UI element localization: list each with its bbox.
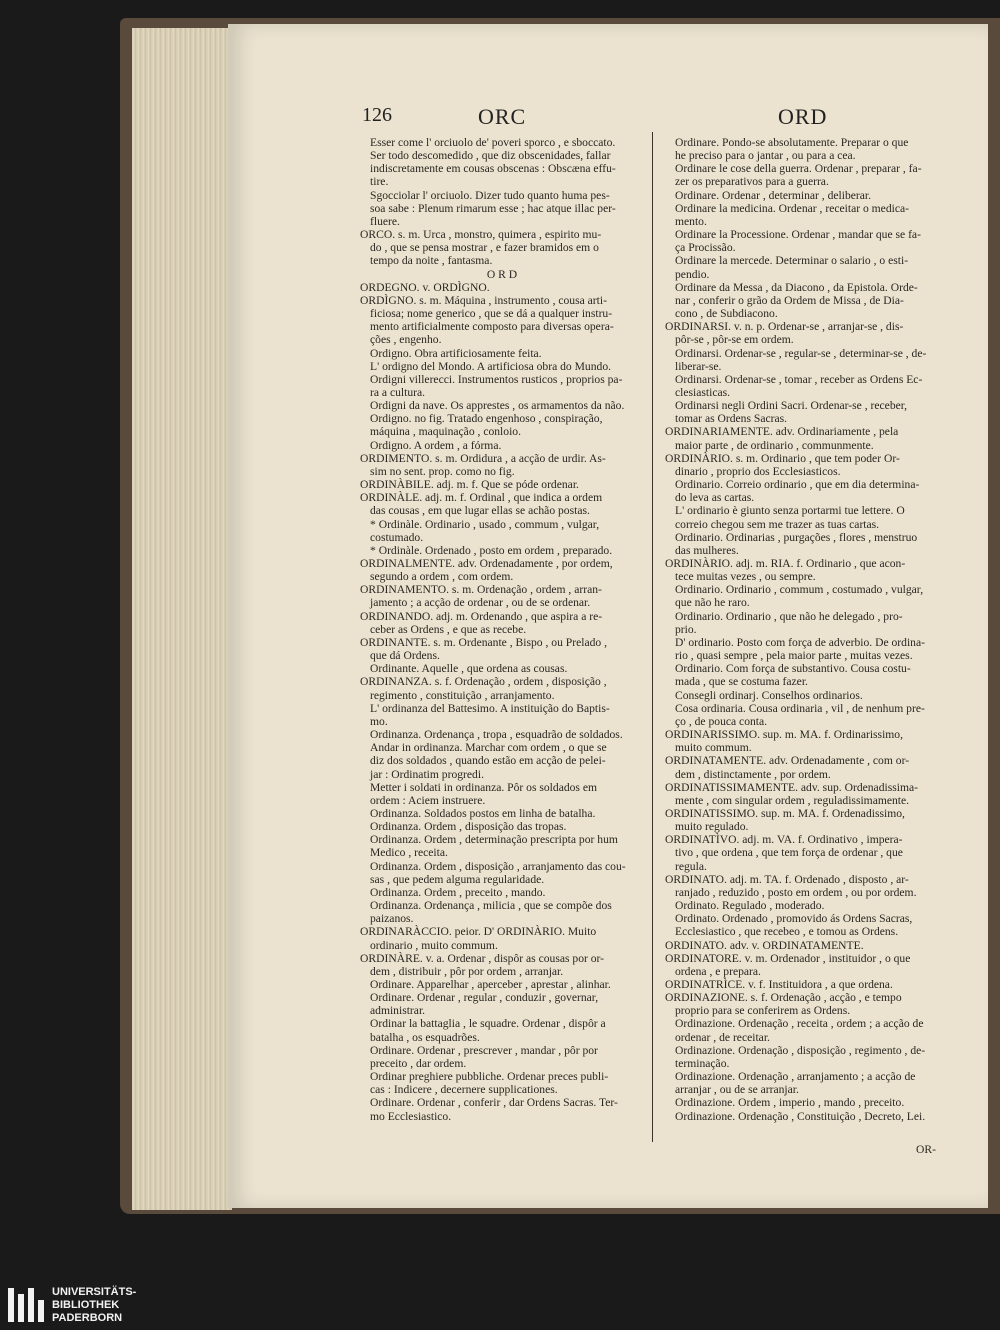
text-line: Ordinanza. Soldados postos em linha de batalha. [370,806,596,820]
text-line: * Ordinàle. Ordenado , posto em ordem , preparado. [370,543,613,557]
text-line: Ordinazione. Ordenação , Constituição , Decreto, Lei. [675,1109,926,1123]
text-line: rio , quasi sempre , pela maior parte , muitas vezes. [675,649,913,663]
text-line: ORDINATÌVO. adj. m. VA. f. Ordinativo , impera- [665,833,903,847]
text-line: Ordinanza. Ordenança , milicia , que se compõe dos [370,899,612,913]
text-line: dem , distribuir , pôr por ordem , arranjar. [370,964,564,978]
text-line: Ordinarsi. Ordenar-se , tomar , receber as Ordens Ec- [675,372,923,386]
text-line: proprio para se conferirem as Ordens. [675,1004,851,1018]
text-line: mento artificialmente composto para diversas opera- [370,320,614,334]
text-line: Ordinar la battaglia , le squadre. Ordenar , dispôr a [370,1017,606,1031]
text-line: administrar. [370,1004,426,1018]
text-line: ORDINATO. adj. m. TA. f. Ordenado , disposto , ar- [665,872,909,886]
text-line: Ordigno. A ordem , a fórma. [370,438,502,452]
text-line: ORDINAMENTO. s. m. Ordenação , ordem , arran- [360,583,602,597]
text-line: Ordigno. Obra artificiosamente feita. [370,346,542,360]
text-line: tempo da noite , fantasma. [370,254,493,268]
text-line: Ordinato. Ordenado , promovido ás Ordens Sacras, [675,912,913,926]
text-line: ORDINANZA. s. f. Ordenação , ordem , disposição , [360,675,607,689]
text-line: ORDINATO. adv. v. ORDINATAMENTE. [665,938,864,952]
text-line: mente , com singular ordem , reguladissimamente. [675,793,910,807]
text-line: Ordinanza. Ordem , preceito , mando. [370,885,546,899]
text-line: tomar as Ordens Sacras. [675,412,788,426]
text-line: Ordigno. no fig. Tratado engenhoso , conspiração, [370,412,603,426]
text-line: Ordinazione. Ordenação , disposição , regimento , de- [675,1043,926,1057]
text-line: arranjar , ou de se arranjar. [675,1083,799,1097]
text-line: L' ordigno del Mondo. A artificiosa obra do Mundo. [370,359,612,373]
text-line: ORDINATISSIMAMENTE. adv. sup. Ordenadissima- [665,780,918,794]
text-line: que dá Ordens. [370,649,440,663]
text-line: máquina , maquinação , conloio. [370,425,521,439]
text-line: Ordinare. Ordenar , determinar , deliberar. [675,188,872,202]
text-line: das mulheres. [675,543,739,557]
text-line: Esser come l' orciuolo de' poveri sporco , e sboccato. [370,136,616,149]
text-line: correio chegou sem me trazer as tuas cartas. [675,517,880,531]
text-line: paizanos. [370,912,414,926]
page-edges [132,28,232,1210]
text-line: L' ordinanza del Battesimo. A instituição do Baptis- [370,701,610,715]
text-line: diz dos soldados , quando estão em acção de pelei- [370,754,606,768]
text-line: Ordinare la Processione. Ordenar , mandar que se fa- [675,228,921,242]
text-line: mada , que se costuma fazer. [675,675,808,689]
text-line: das cousas , em que lugar ellas se achão postas. [370,504,590,518]
text-line: Ordinato. Regulado , moderado. [675,899,825,913]
text-line: segundo a ordem , com ordem. [370,570,514,584]
text-line: maior parte , de ordinario , communmente. [675,438,874,452]
text-line: Ordinazione. Ordenação , receita , ordem ; a acção de [675,1017,924,1031]
text-line: soa sabe : Plenum rimarum esse ; hac atque illac per- [370,201,616,215]
catchword: OR- [916,1143,936,1156]
text-line: ordenar , de receitar. [675,1030,770,1044]
text-line: do , que se pensa mostrar , e fazer bramidos em o [370,241,599,255]
text-line: ORDINATAMENTE. adv. Ordenadamente , com or- [665,754,910,768]
text-line: Ordinario. Ordinarias , purgações , flores , menstruo [675,530,918,544]
text-line: ORDINATORE. v. m. Ordenador , instituidor , o que [665,951,911,965]
text-line: Ordinanza. Ordenança , tropa , esquadrão de soldados. [370,728,623,742]
text-line: regimento , constituição , arranjamento. [370,688,555,702]
text-line: Ordinarsi negli Ordini Sacri. Ordenar-se , receber, [675,399,908,413]
text-line: Ordinare. Apparelhar , aperceber , aprestar , alinhar. [370,978,611,991]
text-line: cono , de Subdiacono. [675,307,778,321]
text-line: Medico , receita. [370,846,448,860]
text-line: pendio. [675,267,710,281]
text-line: Ordinare. Ordenar , prescrever , mandar , pôr por [370,1043,598,1057]
text-line: dinario , proprio dos Ecclesiasticos. [675,464,841,478]
text-line: Ordinarsi. Ordenar-se , regular-se , determinar-se , de- [675,346,927,360]
text-line: ORDIMENTO. s. m. Ordidura , a acção de urdir. As- [360,451,606,465]
text-line: Ordinanza. Ordem , disposição das tropas. [370,820,567,834]
text-line: tivo , que ordena , que tem força de ordenar , que [675,846,903,860]
text-line: nar , conferir o grão da Ordem de Missa , de Dia- [675,293,904,307]
text-line: muito regulado. [675,820,749,834]
text-line: jamento ; a acção de ordenar , ou de se ordenar. [370,596,591,610]
library-logo-icon [6,1286,46,1324]
running-head-left: ORC [478,104,527,129]
text-line: regula. [675,859,707,873]
text-line: ORDINARIAMENTE. adv. Ordinariamente , pela [665,425,899,439]
text-line: Ordinare. Pondo-se absolutamente. Preparar o que [675,136,909,149]
text-line: sim no sent. prop. como no fig. [370,464,515,478]
text-line: ORDINÀLE. adj. m. f. Ordinal , que indica a ordem [360,491,603,505]
text-line: batalha , os esquadrões. [370,1030,480,1044]
text-line: Ordinare le cose della guerra. Ordenar , preparar , fa- [675,162,922,176]
right-column [665,136,953,1123]
text-line: do leva as cartas. [675,491,755,505]
text-line: ORDINARISSIMO. sup. m. MA. f. Ordinarissimo, [665,728,904,742]
text-line: Ordinante. Aquelle , que ordena as cousas. [370,662,568,676]
left-column [360,136,644,1123]
text-line: Ordinanza. Ordem , determinação prescripta por hum [370,833,618,847]
text-line: mento. [675,214,707,228]
text-line: dem , distinctamente , por ordem. [675,767,831,781]
text-line: indiscretamente em cousas obscenas : Obscæna effu- [370,162,616,176]
text-line: terminação. [675,1056,730,1070]
text-line: Cosa ordinaria. Cousa ordinaria , vil , de nenhum pre- [675,701,925,715]
text-line: Ecclesiastico , que recebeo , e tomou as Ordens. [675,925,899,939]
text-line: Ordinario. Correio ordinario , que em dia determina- [675,478,920,492]
text-line: ORDINALMENTE. adv. Ordenadamente , por ordem, [360,557,613,570]
text-line: ordem : Aciem instruere. [370,793,486,807]
text-line: clesiasticas. [675,385,731,399]
text-line: ordinario , muito commum. [370,938,498,952]
text-line: Ordinare la mercede. Determinar o salario , o esti- [675,254,909,268]
text-line: ORDINARÀCCIO. peior. D' ORDINÀRIO. Muito [360,925,597,939]
text-line: mo Ecclesiastico. [370,1109,452,1123]
text-line: cas : Indicere , decernere supplicationes. [370,1083,558,1097]
text-line: ORCO. s. m. Urca , monstro, quimera , espirito mu- [360,228,602,242]
text-line: pôr-se , pôr-se em ordem. [675,333,794,347]
text-line: Ordinario. Com força de substantivo. Cousa costu- [675,662,911,676]
text-line: fluere. [370,214,400,228]
text-line: Ordinare. Ordenar , regular , conduzir , governar, [370,991,599,1005]
text-line: ORDINANTE. s. m. Ordenante , Bispo , ou Prelado , [360,635,607,649]
text-line: ço , de pouca conta. [675,714,768,728]
text-line: ORDÌGNO. s. m. Máquina , instrumento , cousa arti- [360,293,607,307]
text-line: ORDINATRÌCE. v. f. Instituidora , a que ordena. [665,978,893,991]
text-line: ORDINARSI. v. n. p. Ordenar-se , arranjar-se , dis- [665,320,904,334]
text-line: tire. [370,175,389,189]
text-line: ra a cultura. [370,385,426,399]
text-line: ça Procissão. [675,241,736,255]
text-line: ranjado , reduzido , posto em ordem , ou por ordem. [675,885,917,899]
text-line: ORDINATISSIMO. sup. m. MA. f. Ordenadissimo, [665,806,905,820]
logo-line-1: UNIVERSITÄTS- [52,1286,137,1298]
text-line: costumado. [370,530,424,544]
text-line: * Ordinàle. Ordinario , usado , commum , vulgar, [370,517,600,531]
page-number: 126 [362,104,392,126]
text-line: Ordinazione. Ordenação , arranjamento ; a acção de [675,1070,916,1084]
text-line: ceber as Ordens , e que as recebe. [370,622,527,636]
text-line: Consegli ordinarj. Conselhos ordinarios. [675,688,863,702]
text-line: Ordigni da nave. Os apprestes , os armamentos da não. [370,399,625,413]
text-line: ORDINÀRE. v. a. Ordenar , dispôr as cousas por or- [360,951,605,965]
text-line: sas , que pedem alguma regularidade. [370,872,545,886]
text-line: mo. [370,714,388,728]
text-line: ORDINÀBILE. adj. m. f. Que se póde ordenar. [360,478,579,492]
logo-line-2: BIBLIOTHEK [52,1299,120,1311]
text-line: Ordinare la medicina. Ordenar , receitar o medica- [675,201,910,215]
text-line: Ordinario. Ordinario , que não he delegado , pro- [675,609,903,623]
text-line: ficiosa; nome generico , que se dá a qualquer instru- [370,307,613,321]
text-line: preceito , dar ordem. [370,1056,467,1070]
text-line: que não he raro. [675,596,750,610]
text-line: D' ordinario. Posto com força de adverbio. De ordina- [675,635,925,649]
text-line: ordena , e prepara. [675,964,761,978]
text-line: Andar in ordinanza. Marchar com ordem , o que se [370,741,607,755]
text-line: zer os preparativos para a guerra. [675,175,829,189]
text-line: Ordinare. Ordenar , conferir , dar Ordens Sacras. Ter- [370,1096,618,1110]
text-line: ORDINÀRIO. s. m. Ordinario , que tem poder Or- [665,451,900,465]
text-line: muito commum. [675,741,752,755]
text-line: prio. [675,622,697,636]
text-line: Ordinar preghiere pubbliche. Ordenar preces publi- [370,1070,609,1084]
text-line: he preciso para o jantar , ou para a cea. [675,149,856,163]
logo-line-3: PADERBORN [52,1312,123,1324]
text-line: ORDINÀRIO. adj. m. RIA. f. Ordinario , que acon- [665,557,906,570]
text-line: ORDEGNO. v. ORDÌGNO. [360,280,490,294]
text-line: Ordinare da Messa , da Diacono , da Epistola. Orde- [675,280,918,294]
text-line: L' ordinario è giunto senza portarmi tue lettere. O [675,504,905,518]
text-line: Ordigni villerecci. Instrumentos rusticos , proprios pa- [370,372,623,386]
text-line: Metter i soldati in ordinanza. Pôr os soldados em [370,780,598,794]
text-line: ORDINANDO. adj. m. Ordenando , que aspira a re- [360,609,603,623]
text-line: tece muitas vezes , ou sempre. [675,570,816,584]
text-line: Sgocciolar l' orciuolo. Dizer tudo quanto huma pes- [370,188,610,202]
text-line: jar : Ordinatim progredi. [370,767,484,781]
text-line: ções , engenho. [370,333,442,347]
column-rule [652,132,653,1142]
text-line: Ordinanza. Ordem , disposição , arranjamento das cou- [370,859,626,873]
text-line: O R D [486,267,518,281]
text-line: liberar-se. [675,359,722,373]
text-line: Ser todo descomedido , que diz obscenidades, fallar [370,149,611,163]
text-line: Ordinario. Ordinario , commum , costumado , vulgar, [675,583,924,597]
text-line: ORDINAZIONE. s. f. Ordenação , acção , e tempo [665,991,902,1005]
library-logo [0,1280,150,1330]
running-head-right: ORD [778,104,828,129]
text-line: Ordinazione. Ordem , imperio , mando , preceito. [675,1096,905,1110]
